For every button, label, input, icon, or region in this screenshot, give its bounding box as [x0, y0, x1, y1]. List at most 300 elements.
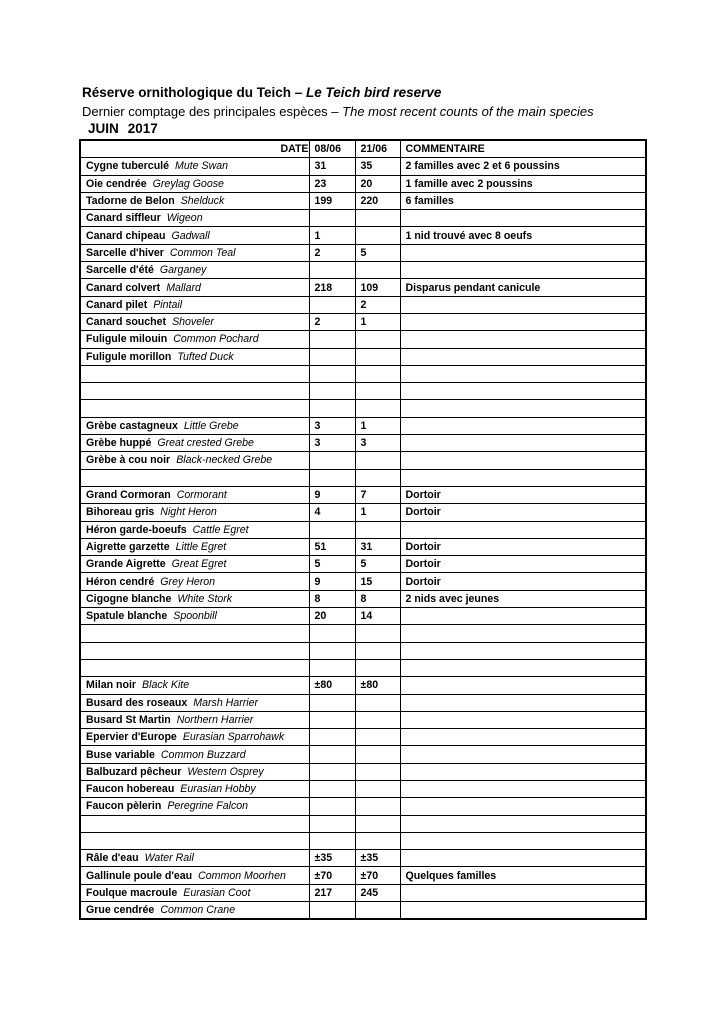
species-name-fr: Héron garde-boeufs — [86, 523, 187, 536]
species-name-fr: Sarcelle d'hiver — [86, 246, 164, 259]
species-cell — [80, 850, 309, 867]
comment-cell — [400, 815, 646, 832]
comment-cell: Dortoir — [400, 538, 646, 555]
count-date-1: 218 — [309, 279, 355, 296]
species-cell — [80, 694, 309, 711]
table-row — [80, 192, 646, 209]
table-row — [80, 279, 646, 296]
comment-cell: 6 familles — [400, 192, 646, 209]
species-name-fr: Busard St Martin — [86, 713, 171, 726]
comment-cell — [400, 383, 646, 400]
comment-cell: 1 nid trouvé avec 8 oeufs — [400, 227, 646, 244]
table-row — [80, 158, 646, 175]
count-date-2: 3 — [355, 435, 400, 452]
document-subtitle — [82, 104, 594, 119]
count-date-2 — [355, 262, 400, 279]
species-name-en: Shoveler — [172, 316, 214, 329]
species-name-fr: Grue cendrée — [86, 904, 155, 917]
comment-cell: 1 famille avec 2 poussins — [400, 175, 646, 192]
comment-cell — [400, 832, 646, 849]
count-date-2: 20 — [355, 175, 400, 192]
comment-cell: Dortoir — [400, 504, 646, 521]
species-name-fr: Faucon pèlerin — [86, 800, 162, 813]
species-cell — [80, 279, 309, 296]
count-date-2 — [355, 625, 400, 642]
table-row — [80, 417, 646, 434]
count-date-1: ±70 — [309, 867, 355, 884]
comment-cell — [400, 850, 646, 867]
species-name-fr: Canard siffleur — [86, 212, 161, 225]
species-count-table — [79, 139, 647, 920]
species-cell — [80, 175, 309, 192]
table-row — [80, 867, 646, 884]
count-date-1: 9 — [309, 573, 355, 590]
count-date-2: 1 — [355, 417, 400, 434]
document-title — [82, 85, 441, 100]
comment-cell: Dortoir — [400, 556, 646, 573]
comment-cell — [400, 262, 646, 279]
species-cell — [80, 815, 309, 832]
comment-cell — [400, 729, 646, 746]
count-date-1 — [309, 296, 355, 313]
comment-cell — [400, 210, 646, 227]
comment-cell — [400, 625, 646, 642]
species-name-fr: Milan noir — [86, 679, 137, 692]
species-name-en: Black-necked Grebe — [176, 454, 273, 467]
table-row — [80, 573, 646, 590]
count-date-1: ±35 — [309, 850, 355, 867]
species-name-en: Black Kite — [142, 679, 190, 692]
species-name-en: Common Moorhen — [198, 869, 286, 882]
comment-cell: 2 nids avec jeunes — [400, 590, 646, 607]
count-date-1: 9 — [309, 486, 355, 503]
table-row — [80, 348, 646, 365]
species-cell — [80, 227, 309, 244]
table-row — [80, 296, 646, 313]
count-date-1 — [309, 815, 355, 832]
count-date-1: 4 — [309, 504, 355, 521]
species-name-fr: Fuligule milouin — [86, 333, 168, 346]
comment-cell — [400, 348, 646, 365]
species-cell — [80, 192, 309, 209]
count-date-2: 15 — [355, 573, 400, 590]
species-name-fr: Grèbe à cou noir — [86, 454, 171, 467]
table-row — [80, 746, 646, 763]
species-name-fr: Cigogne blanche — [86, 592, 172, 605]
comment-cell — [400, 296, 646, 313]
comment-cell — [400, 746, 646, 763]
species-cell — [80, 262, 309, 279]
count-period — [88, 121, 167, 136]
species-name-en: Common Pochard — [173, 333, 259, 346]
count-date-1 — [309, 452, 355, 469]
species-cell — [80, 158, 309, 175]
comment-cell — [400, 469, 646, 486]
count-date-2 — [355, 815, 400, 832]
comment-cell — [400, 884, 646, 901]
comment-cell — [400, 365, 646, 382]
table-row — [80, 625, 646, 642]
count-date-2 — [355, 798, 400, 815]
species-name-en: Peregrine Falcon — [167, 800, 249, 813]
species-cell — [80, 711, 309, 728]
count-date-2: 5 — [355, 244, 400, 261]
count-date-1 — [309, 383, 355, 400]
species-name-fr: Râle d'eau — [86, 852, 139, 865]
count-date-1 — [309, 400, 355, 417]
header-date: DATE — [80, 140, 309, 158]
count-date-1: 217 — [309, 884, 355, 901]
count-date-1 — [309, 729, 355, 746]
count-date-2 — [355, 832, 400, 849]
period-month: JUIN — [88, 121, 119, 136]
species-name-fr: Buse variable — [86, 748, 155, 761]
species-name-fr: Epervier d'Europe — [86, 731, 177, 744]
species-name-en: Little Grebe — [183, 419, 239, 432]
count-date-1 — [309, 642, 355, 659]
count-date-1 — [309, 780, 355, 797]
header-count-date-1: 08/06 — [309, 140, 355, 158]
species-cell — [80, 556, 309, 573]
count-date-2 — [355, 763, 400, 780]
table-row — [80, 832, 646, 849]
comment-cell — [400, 521, 646, 538]
species-cell — [80, 504, 309, 521]
table-row — [80, 608, 646, 625]
species-name-fr: Canard colvert — [86, 281, 161, 294]
species-cell — [80, 469, 309, 486]
species-cell — [80, 452, 309, 469]
table-row — [80, 815, 646, 832]
species-name-fr: Busard des roseaux — [86, 696, 188, 709]
table-row — [80, 556, 646, 573]
species-name-en: Mute Swan — [175, 160, 229, 173]
table-row — [80, 729, 646, 746]
count-date-1 — [309, 902, 355, 920]
comment-cell — [400, 677, 646, 694]
table-header-row — [80, 140, 646, 158]
species-cell — [80, 746, 309, 763]
species-name-fr: Balbuzard pêcheur — [86, 765, 182, 778]
comment-cell: Disparus pendant canicule — [400, 279, 646, 296]
species-cell — [80, 244, 309, 261]
species-cell — [80, 348, 309, 365]
species-cell — [80, 659, 309, 676]
species-cell — [80, 590, 309, 607]
species-name-fr: Canard chipeau — [86, 229, 166, 242]
species-name-en: Common Buzzard — [160, 748, 246, 761]
species-cell — [80, 435, 309, 452]
header-comment: COMMENTAIRE — [400, 140, 646, 158]
species-name-fr: Canard pilet — [86, 298, 148, 311]
count-date-1: 3 — [309, 417, 355, 434]
species-cell — [80, 365, 309, 382]
count-date-1 — [309, 331, 355, 348]
subtitle-en: The most recent counts of the main species — [342, 104, 594, 119]
count-date-2 — [355, 902, 400, 920]
table-row — [80, 262, 646, 279]
table-row — [80, 244, 646, 261]
count-date-2: ±35 — [355, 850, 400, 867]
count-date-2: 35 — [355, 158, 400, 175]
species-name-fr: Faucon hobereau — [86, 783, 175, 796]
comment-cell — [400, 400, 646, 417]
species-cell — [80, 867, 309, 884]
table-row — [80, 521, 646, 538]
species-cell — [80, 538, 309, 555]
species-name-en: White Stork — [177, 592, 233, 605]
table-row — [80, 469, 646, 486]
count-date-2: ±70 — [355, 867, 400, 884]
table-row — [80, 331, 646, 348]
count-date-1 — [309, 469, 355, 486]
table-row — [80, 486, 646, 503]
species-cell — [80, 400, 309, 417]
subtitle-separator: – — [327, 104, 343, 119]
species-name-fr: Spatule blanche — [86, 610, 168, 623]
count-date-2: 2 — [355, 296, 400, 313]
table-row — [80, 884, 646, 901]
comment-cell — [400, 435, 646, 452]
count-date-1: 2 — [309, 313, 355, 330]
species-name-en: Grey Heron — [160, 575, 216, 588]
title-fr: Réserve ornithologique du Teich — [82, 85, 292, 100]
count-date-1: 1 — [309, 227, 355, 244]
species-name-en: Pintail — [153, 298, 183, 311]
count-date-2 — [355, 694, 400, 711]
count-date-2 — [355, 210, 400, 227]
count-date-1: 199 — [309, 192, 355, 209]
species-cell — [80, 331, 309, 348]
species-cell — [80, 625, 309, 642]
count-date-2 — [355, 469, 400, 486]
species-name-en: Common Crane — [160, 904, 236, 917]
count-date-1: 51 — [309, 538, 355, 555]
species-cell — [80, 798, 309, 815]
comment-cell — [400, 694, 646, 711]
count-date-1 — [309, 262, 355, 279]
species-name-fr: Héron cendré — [86, 575, 155, 588]
count-date-2 — [355, 452, 400, 469]
species-name-fr: Grèbe castagneux — [86, 419, 178, 432]
species-cell — [80, 642, 309, 659]
species-name-en: Western Osprey — [187, 765, 264, 778]
species-cell — [80, 763, 309, 780]
species-name-fr: Foulque macroule — [86, 886, 178, 899]
count-date-2 — [355, 383, 400, 400]
count-date-2 — [355, 659, 400, 676]
count-date-2 — [355, 348, 400, 365]
species-cell — [80, 608, 309, 625]
table-row — [80, 763, 646, 780]
table-row — [80, 313, 646, 330]
species-name-en: Spoonbill — [173, 610, 217, 623]
species-cell — [80, 486, 309, 503]
comment-cell: 2 familles avec 2 et 6 poussins — [400, 158, 646, 175]
count-date-1: 3 — [309, 435, 355, 452]
comment-cell: Dortoir — [400, 486, 646, 503]
count-date-2 — [355, 331, 400, 348]
count-date-1: 5 — [309, 556, 355, 573]
table-row — [80, 538, 646, 555]
comment-cell — [400, 417, 646, 434]
species-name-en: Eurasian Sparrohawk — [182, 731, 285, 744]
count-date-2: 220 — [355, 192, 400, 209]
species-name-fr: Fuligule morillon — [86, 350, 172, 363]
species-name-en: Little Egret — [175, 540, 227, 553]
count-date-1 — [309, 832, 355, 849]
count-date-1 — [309, 348, 355, 365]
table-row — [80, 694, 646, 711]
table-row — [80, 780, 646, 797]
title-en: Le Teich bird reserve — [306, 85, 442, 100]
table-row — [80, 365, 646, 382]
species-name-fr: Grèbe huppé — [86, 437, 152, 450]
count-date-1 — [309, 659, 355, 676]
species-name-en: Common Teal — [169, 246, 236, 259]
species-name-en: Marsh Harrier — [193, 696, 259, 709]
count-date-2 — [355, 400, 400, 417]
species-cell — [80, 780, 309, 797]
species-name-en: Shelduck — [180, 195, 225, 208]
species-name-fr: Grand Cormoran — [86, 489, 171, 502]
species-name-en: Mallard — [166, 281, 201, 294]
table-row — [80, 435, 646, 452]
count-date-1: 23 — [309, 175, 355, 192]
species-name-en: Night Heron — [160, 506, 217, 519]
count-date-2: 7 — [355, 486, 400, 503]
count-date-1: 2 — [309, 244, 355, 261]
count-date-1 — [309, 763, 355, 780]
species-cell — [80, 521, 309, 538]
table-row — [80, 210, 646, 227]
species-cell — [80, 832, 309, 849]
species-cell — [80, 210, 309, 227]
table-row — [80, 175, 646, 192]
count-date-1 — [309, 798, 355, 815]
count-date-1 — [309, 694, 355, 711]
species-name-en: Tufted Duck — [177, 350, 234, 363]
species-name-fr: Tadorne de Belon — [86, 195, 175, 208]
comment-cell: Dortoir — [400, 573, 646, 590]
table-row — [80, 590, 646, 607]
subtitle-fr: Dernier comptage des principales espèces — [82, 104, 328, 119]
species-name-en: Wigeon — [166, 212, 203, 225]
count-date-2: 109 — [355, 279, 400, 296]
species-name-fr: Gallinule poule d'eau — [86, 869, 193, 882]
table-row — [80, 659, 646, 676]
comment-cell: Quelques familles — [400, 867, 646, 884]
count-date-2: 14 — [355, 608, 400, 625]
species-name-en: Gadwall — [171, 229, 210, 242]
count-date-2 — [355, 780, 400, 797]
count-date-1 — [309, 711, 355, 728]
period-year: 2017 — [127, 121, 158, 136]
table-row — [80, 642, 646, 659]
header-count-date-2: 21/06 — [355, 140, 400, 158]
table-row — [80, 452, 646, 469]
comment-cell — [400, 798, 646, 815]
species-name-en: Eurasian Hobby — [180, 783, 256, 796]
comment-cell — [400, 711, 646, 728]
comment-cell — [400, 608, 646, 625]
species-name-en: Eurasian Coot — [183, 886, 251, 899]
species-name-en: Garganey — [159, 264, 207, 277]
table-row — [80, 711, 646, 728]
species-cell — [80, 383, 309, 400]
count-date-1 — [309, 210, 355, 227]
species-name-fr: Canard souchet — [86, 316, 167, 329]
species-name-en: Northern Harrier — [176, 713, 254, 726]
species-name-fr: Bihoreau gris — [86, 506, 155, 519]
comment-cell — [400, 642, 646, 659]
count-date-2 — [355, 711, 400, 728]
species-name-fr: Sarcelle d'été — [86, 264, 154, 277]
species-name-fr: Oie cendrée — [86, 177, 147, 190]
count-date-1 — [309, 746, 355, 763]
species-name-en: Great Egret — [171, 558, 227, 571]
species-cell — [80, 417, 309, 434]
species-name-en: Cormorant — [176, 489, 227, 502]
comment-cell — [400, 902, 646, 920]
title-separator: – — [291, 85, 307, 100]
count-date-2: 31 — [355, 538, 400, 555]
table-row — [80, 400, 646, 417]
count-date-1 — [309, 625, 355, 642]
species-name-en: Water Rail — [144, 852, 194, 865]
species-cell — [80, 313, 309, 330]
table-row — [80, 677, 646, 694]
count-date-2: 8 — [355, 590, 400, 607]
comment-cell — [400, 659, 646, 676]
comment-cell — [400, 452, 646, 469]
species-name-en: Greylag Goose — [152, 177, 224, 190]
count-date-2 — [355, 746, 400, 763]
species-cell — [80, 573, 309, 590]
count-date-2: 1 — [355, 313, 400, 330]
count-date-1 — [309, 521, 355, 538]
count-date-1: ±80 — [309, 677, 355, 694]
species-cell — [80, 296, 309, 313]
table-row — [80, 383, 646, 400]
count-date-1: 31 — [309, 158, 355, 175]
table-row — [80, 227, 646, 244]
count-date-2: 5 — [355, 556, 400, 573]
species-cell — [80, 677, 309, 694]
species-name-en: Cattle Egret — [192, 523, 249, 536]
count-date-1: 8 — [309, 590, 355, 607]
table-row — [80, 850, 646, 867]
species-name-fr: Aigrette garzette — [86, 540, 170, 553]
count-date-2 — [355, 521, 400, 538]
comment-cell — [400, 244, 646, 261]
count-date-2 — [355, 642, 400, 659]
count-date-2 — [355, 227, 400, 244]
species-name-fr: Cygne tuberculé — [86, 160, 170, 173]
table-row — [80, 798, 646, 815]
table-row — [80, 504, 646, 521]
count-date-1: 20 — [309, 608, 355, 625]
species-name-fr: Grande Aigrette — [86, 558, 166, 571]
count-date-2: 1 — [355, 504, 400, 521]
comment-cell — [400, 331, 646, 348]
comment-cell — [400, 763, 646, 780]
count-date-2 — [355, 365, 400, 382]
count-date-2: 245 — [355, 884, 400, 901]
species-cell — [80, 902, 309, 920]
count-date-1 — [309, 365, 355, 382]
table-row — [80, 902, 646, 920]
